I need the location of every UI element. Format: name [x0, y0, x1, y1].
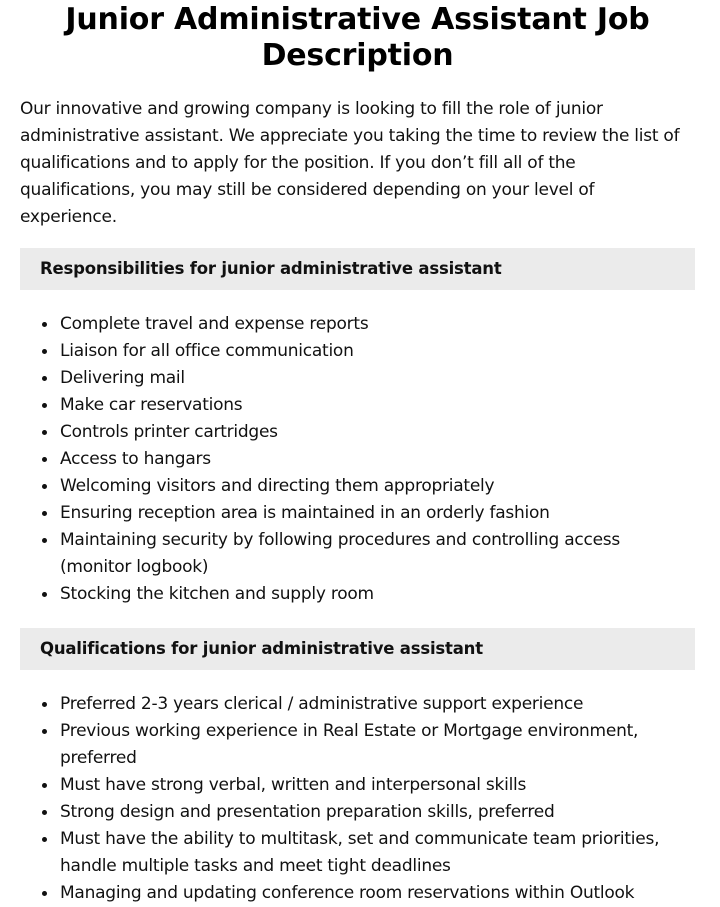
list-item: Make car reservations: [60, 392, 695, 419]
qualifications-heading: Qualifications for junior administrative assistant: [20, 628, 695, 670]
qualifications-list: [20, 691, 695, 907]
intro-paragraph: Our innovative and growing company is looking to fill the role of junior administrative assistant. We appreciate you taking the time to review the list of qualifications and to apply for the position. If you don’t fill all of the qualifications, you may still be considered depending on your level of experience.: [20, 99, 680, 227]
list-item: Maintaining security by following procedures and controlling access (monitor logbook): [60, 527, 695, 581]
list-item: Managing and updating conference room reservations within Outlook: [60, 880, 695, 907]
list-item: Strong design and presentation preparation skills, preferred: [60, 799, 695, 826]
responsibilities-heading: Responsibilities for junior administrative assistant: [20, 248, 695, 290]
list-item: Must have the ability to multitask, set and communicate team priorities, handle multiple tasks and meet tight deadlines: [60, 826, 695, 880]
list-item: Must have strong verbal, written and interpersonal skills: [60, 772, 695, 799]
list-item: Ensuring reception area is maintained in an orderly fashion: [60, 500, 695, 527]
list-item: Delivering mail: [60, 365, 695, 392]
list-item: Previous working experience in Real Estate or Mortgage environment, preferred: [60, 718, 695, 772]
list-item: Access to hangars: [60, 446, 695, 473]
responsibilities-list: [20, 311, 695, 608]
list-item: Welcoming visitors and directing them appropriately: [60, 473, 695, 500]
page-title: Junior Administrative Assistant Job Description: [65, 2, 650, 73]
list-item: Complete travel and expense reports: [60, 311, 695, 338]
list-item: Stocking the kitchen and supply room: [60, 581, 695, 608]
list-item: Preferred 2-3 years clerical / administrative support experience: [60, 691, 695, 718]
list-item: Liaison for all office communication: [60, 338, 695, 365]
list-item: Controls printer cartridges: [60, 419, 695, 446]
